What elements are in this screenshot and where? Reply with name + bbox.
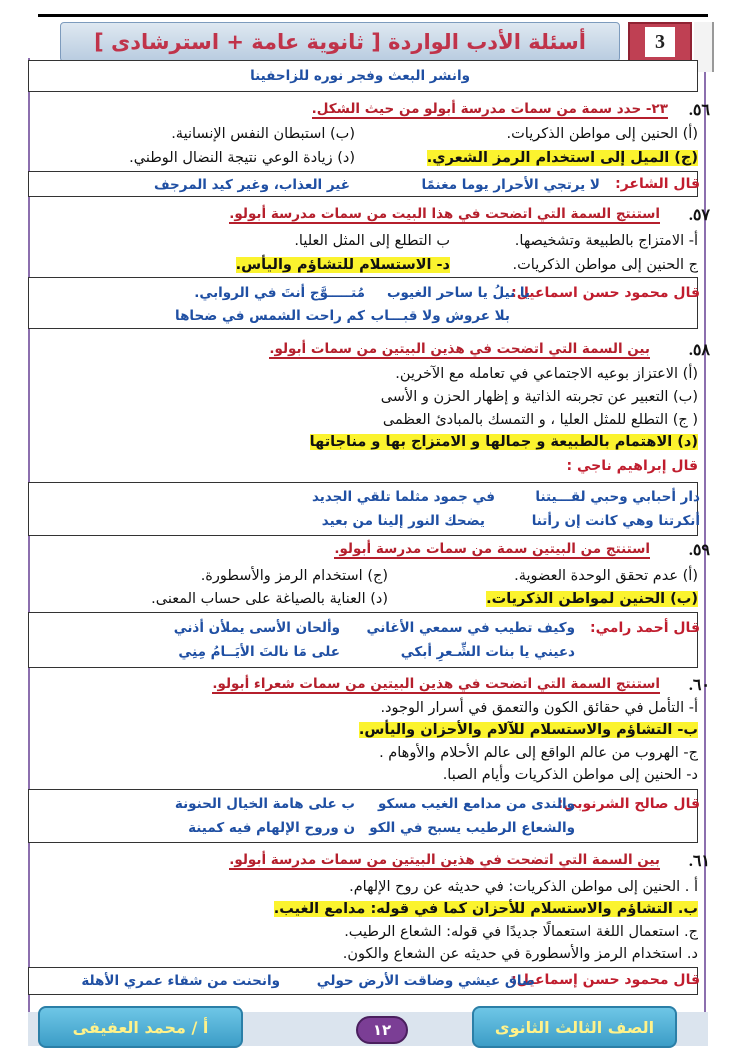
q58-option-a: (أ) الاعتزاز بوعيه الاجتماعي في تعامله مع الآخرين. [395, 366, 698, 382]
q58-verse-3: أنكرتنا وهي كانت إن رأتنا [531, 513, 700, 529]
q59-verse-1: وكيف تطيب في سمعي الأغاني [366, 620, 575, 636]
q59-option-a: (أ) عدم تحقق الوحدة العضوية. [514, 568, 698, 584]
q60-option-d: د- الحنين إلى مواطن الذكريات وأيام الصبا. [442, 767, 698, 783]
q57-verse-2: مُتـــــوَّج أنتَ في الروابي. [194, 285, 365, 301]
question-number-56: ٥٦. [688, 102, 710, 119]
q56-option-a: (أ) الحنين إلى مواطن الذكريات. [506, 126, 698, 142]
q60-option-a: أ- التأمل في حقائق الكون والتعمق في أسرار الوجود. [380, 700, 698, 716]
q57-option-d: د- الاستسلام للتشاؤم واليأس. [235, 257, 450, 273]
q58-verse-2: في جمود مثلما تلقي الجديد [311, 489, 495, 505]
q56-verse-2: غير العذاب، وغير كيد المرجف [153, 177, 350, 193]
question-number-58: ٥٨. [688, 342, 710, 359]
question-prompt-59: استنتج من البيتين سمة من سمات مدرسة أبولو. [334, 541, 650, 557]
q60-verse-3: والشعاع الرطيب يسبح في الكو [369, 820, 575, 836]
page-number: 3 [645, 27, 675, 57]
top-rule [38, 14, 708, 17]
q58-option-d: (د) الاهتمام بالطبيعة و جمالها و الامتزاج بها و مناجاتها [309, 434, 698, 450]
q57-verse-1: يا نيلُ يا ساحر الغيوب [386, 285, 530, 301]
q57-verse-3: بلا عروش ولا قبـــاب [370, 308, 510, 324]
q57-verse-4: كم راحت الشمس في ضحاها [175, 308, 365, 324]
q56-option-c: (ج) الميل إلى استخدام الرمز الشعري. [426, 150, 698, 166]
q61-poet: قال محمود حسن إسماعيل: [511, 972, 700, 988]
q60-option-c: ج- الهروب من عالم الواقع إلى عالم الأحلام والأوهام . [379, 745, 698, 761]
q61-option-c: ج. استعمال اللغة استعمالًا جديدًا في قوله: الشعاع الرطيب. [344, 924, 698, 940]
footer-page-number: ١٢ [356, 1016, 408, 1044]
q59-verse-3: دعيني يا بنات الشِّـعرِ أبكي [400, 644, 575, 660]
q59-verse-4: على مَا نالتَ الأيَــامُ مِنِي [178, 644, 340, 660]
question-prompt-57: استنتج السمة التي اتضحت في هذا البيت من سمات مدرسة أبولو. [229, 206, 660, 222]
intro-verse: وانشر البعث وفجر نوره للزاحفينا [250, 68, 470, 84]
q56-option-b: (ب) استبطان النفس الإنسانية. [171, 126, 355, 142]
q59-option-d: (د) العناية بالصياغة على حساب المعنى. [151, 591, 388, 607]
q59-verse-2: وألحان الأسى يملأن أذني [173, 620, 340, 636]
q57-option-b: ب التطلع إلى المثل العليا. [294, 233, 450, 249]
q57-poet: قال محمود حسن اسماعيل: [511, 285, 700, 301]
question-prompt-61: بين السمة التي اتضحت في هذين البيتين من سمات مدرسة أبولو. [229, 852, 660, 868]
q61-option-d: د. استخدام الرمز والأسطورة في حديثه عن الشعاع والكون. [342, 946, 698, 962]
q58-option-b: (ب) التعبير عن تجربته الذاتية و إظهار الحزن و الأسى [380, 389, 698, 405]
q58-verse-4: يضحك النور إلينا من بعيد [321, 513, 485, 529]
q58-poet: قال إبراهيم ناجي : [566, 458, 698, 474]
q60-verse-1: والندى من مدامع الغيب مسكو [378, 796, 575, 812]
question-number-57: ٥٧. [688, 207, 710, 224]
q56-option-d: (د) زيادة الوعي نتيجة النضال الوطني. [129, 150, 355, 166]
question-prompt-60: استنتج السمة التي اتضحت في هذين البيتين من سمات شعراء أبولو. [212, 676, 660, 692]
q59-option-b: (ب) الحنين لمواطن الذكريات. [486, 591, 698, 607]
q60-poet: قال صالح الشرنوبي: [557, 796, 700, 812]
question-prompt-56: ٢٣- حدد سمة من سمات مدرسة أبولو من حيث الشكل. [311, 101, 668, 117]
q59-poet: قال أحمد رامي: [590, 620, 700, 636]
q61-verse-1: ضاق عيشي وضاقت الأرض حولي [316, 973, 535, 989]
question-number-61: ٦١. [688, 853, 710, 870]
q60-verse-4: ن وروح الإلهام فيه كمينة [188, 820, 355, 836]
question-number-59: ٥٩. [688, 542, 710, 559]
footer-teacher-badge [38, 1006, 243, 1048]
q59-option-c: (ج) استخدام الرمز والأسطورة. [200, 568, 388, 584]
question-number-60: ٦٠. [688, 677, 710, 694]
q58-option-c: ( ج) التطلع للمثل العليا ، و التمسك بالمبادئ العظمى [382, 412, 698, 428]
q56-poet: قال الشاعر: [615, 176, 700, 192]
q61-option-a: أ . الحنين إلى مواطن الذكريات: في حديثه عن روح الإلهام. [349, 879, 698, 895]
q60-verse-2: ب على هامة الخيال الحنونة [174, 796, 355, 812]
question-prompt-58: بين السمة التي اتضحت في هذين البيتين من سمات أبولو. [269, 341, 650, 357]
footer-grade-badge [472, 1006, 677, 1048]
q57-option-a: أ- الامتزاج بالطبيعة وتشخيصها. [514, 233, 698, 249]
page-left-border [28, 58, 708, 1015]
page-number-badge [628, 22, 692, 62]
page-title: أسئلة الأدب الواردة [ ثانوية عامة + استرشادى ] [94, 30, 586, 54]
q56-verse-1: لا يرتجي الأحرار يوما مغنمًا [421, 177, 600, 193]
q58-verse-1: دار أحبابي وحبي لقـــيتنا [535, 489, 700, 505]
q61-option-b: ب. التشاؤم والاستسلام للأحزان كما في قوله: مدامع الغيب. [273, 901, 698, 917]
footer-grade: الصف الثالث الثانوى [494, 1017, 655, 1037]
q61-verse-2: وانحنت من شقاء عمري الأهلة [81, 973, 280, 989]
q60-option-b: ب- التشاؤم والاستسلام للآلام والأحزان واليأس. [358, 722, 698, 738]
footer-teacher: أ / محمد العفيفى [72, 1017, 209, 1037]
q57-option-c: ج الحنين إلى مواطن الذكريات. [512, 257, 698, 273]
header-banner [60, 22, 620, 62]
